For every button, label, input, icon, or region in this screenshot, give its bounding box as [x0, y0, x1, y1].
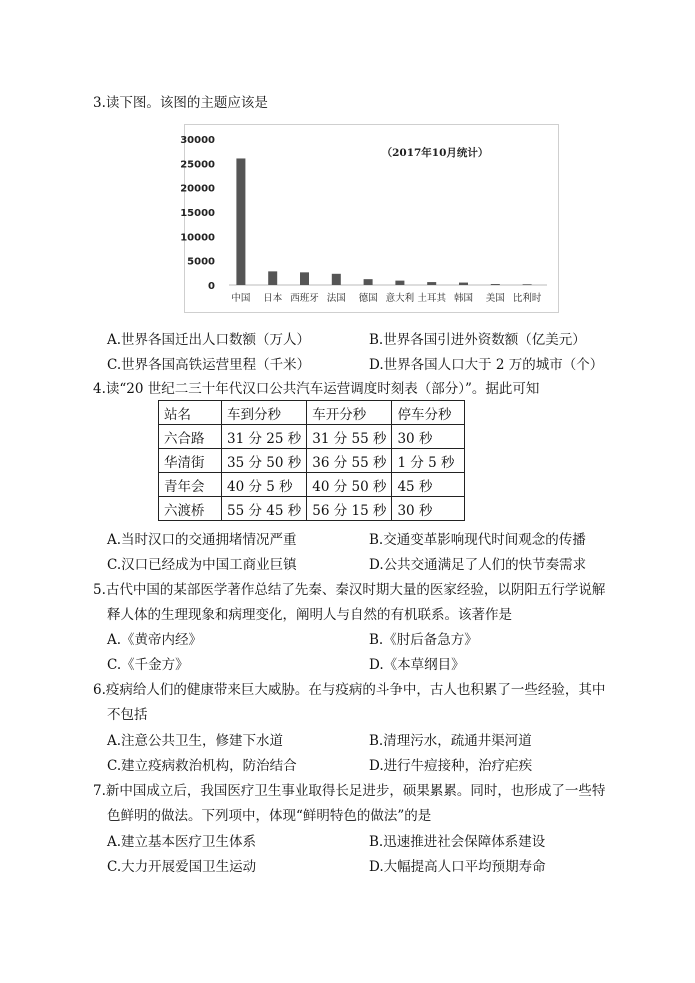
table-cell: 40 分 50 秒 — [307, 473, 392, 497]
q4-option-b[interactable]: B.交通变革影响现代时间观念的传播 — [369, 532, 586, 548]
table-row — [159, 425, 465, 449]
table-cell: 35 分 50 秒 — [222, 449, 307, 473]
q7-option-c[interactable]: C.大力开展爱国卫生运动 — [107, 859, 257, 875]
q3-option-a[interactable]: A.世界各国迁出人口数额（万人） — [107, 332, 311, 348]
table-cell: 六合路 — [159, 425, 222, 449]
y-tick-label: 0 — [208, 281, 215, 292]
table-row — [159, 449, 465, 473]
q5-option-c[interactable]: C.《千金方》 — [107, 657, 189, 673]
bar-6 — [427, 282, 436, 285]
q3-option-b[interactable]: B.世界各国引进外资数额（亿美元） — [369, 332, 586, 348]
table-cell: 36 分 55 秒 — [307, 449, 392, 473]
q7-stem-line1: 7.新中国成立后，我国医疗卫生事业取得长足进步，硕果累累。同时，也形成了一些特 — [93, 783, 606, 799]
table-cell: 1 分 5 秒 — [392, 449, 465, 473]
y-tick-label: 25000 — [180, 159, 215, 171]
y-tick-label: 5000 — [187, 256, 215, 268]
table-cell: 55 分 45 秒 — [222, 497, 307, 521]
q6-option-d[interactable]: D.进行牛痘接种，治疗疟疾 — [369, 758, 533, 774]
x-tick-label: 中国 — [231, 293, 251, 304]
table-header-cell: 站名 — [159, 401, 222, 425]
q3-option-c[interactable]: C.世界各国高铁运营里程（千米） — [107, 357, 311, 373]
q4-option-c[interactable]: C.汉口已经成为中国工商业巨镇 — [107, 557, 297, 573]
bar-8 — [491, 284, 500, 285]
q6-option-b[interactable]: B.清理污水，疏通井渠河道 — [369, 733, 532, 749]
table-cell: 30 秒 — [392, 497, 465, 521]
q6-option-c[interactable]: C.建立疫病救治机构，防治结合 — [107, 758, 297, 774]
table-header-cell: 车到分秒 — [222, 401, 307, 425]
q4-stem: 4.读“20 世纪二三十年代汉口公共汽车运营调度时刻表（部分）”。据此可知 — [93, 381, 540, 397]
bar-3 — [332, 274, 341, 285]
q7-option-d[interactable]: D.大幅提高人口平均预期寿命 — [369, 859, 546, 875]
x-tick-label: 韩国 — [453, 293, 474, 304]
q7-stem-line2: 色鲜明的做法。下列项中，体现“鲜明特色的做法”的是 — [107, 808, 432, 824]
x-tick-label: 西班牙 — [290, 293, 319, 304]
q3-option-d[interactable]: D.世界各国人口大于 2 万的城市（个） — [369, 357, 604, 373]
q5-stem-line2: 释人体的生理现象和病理变化，阐明人与自然的有机联系。该著作是 — [107, 607, 512, 623]
table-cell: 青年会 — [159, 473, 222, 497]
x-tick-label: 比利时 — [512, 293, 542, 304]
bar-9 — [523, 284, 532, 285]
table-cell: 56 分 15 秒 — [307, 497, 392, 521]
table-header-row — [159, 401, 465, 425]
y-tick-label: 20000 — [180, 183, 215, 195]
x-tick-label: 德国 — [358, 293, 378, 304]
table-cell: 31 分 25 秒 — [222, 425, 307, 449]
bar-0 — [236, 158, 245, 285]
q7-option-b[interactable]: B.迅速推进社会保障体系建设 — [369, 834, 546, 850]
chart-annotation: （2017年10月统计） — [381, 147, 489, 159]
q6-stem-line2: 不包括 — [107, 707, 148, 723]
bar-2 — [300, 272, 309, 285]
schedule-table — [158, 400, 465, 521]
x-tick-label: 意大利 — [385, 293, 415, 304]
bar-7 — [459, 283, 468, 285]
table-cell: 45 秒 — [392, 473, 465, 497]
bar-4 — [364, 279, 373, 285]
table-cell: 六渡桥 — [159, 497, 222, 521]
table-cell: 40 分 5 秒 — [222, 473, 307, 497]
y-tick-label: 15000 — [180, 208, 215, 219]
q5-stem-line1: 5.古代中国的某部医学著作总结了先秦、秦汉时期大量的医家经验，以阴阳五行学说解 — [93, 582, 606, 598]
table-cell: 华清街 — [159, 449, 222, 473]
table-cell: 31 分 55 秒 — [307, 425, 392, 449]
q3-stem: 3.读下图。该图的主题应该是 — [93, 95, 268, 111]
q5-option-a[interactable]: A.《黄帝内经》 — [107, 632, 203, 648]
y-tick-label: 30000 — [180, 135, 215, 146]
q6-option-a[interactable]: A.注意公共卫生，修建下水道 — [107, 733, 284, 749]
table-header-cell: 车开分秒 — [307, 401, 392, 425]
bar-chart — [180, 124, 559, 313]
q5-option-b[interactable]: B.《肘后备急方》 — [369, 632, 478, 648]
table-row — [159, 473, 465, 497]
x-tick-label: 法国 — [326, 293, 346, 304]
q5-option-d[interactable]: D.《本草纲目》 — [369, 657, 465, 673]
x-tick-label: 日本 — [263, 293, 283, 304]
table-cell: 30 秒 — [392, 425, 465, 449]
q6-stem-line1: 6.疫病给人们的健康带来巨大威胁。在与疫病的斗争中，古人也积累了一些经验，其中 — [93, 682, 606, 698]
x-tick-label: 美国 — [485, 293, 505, 304]
bar-chart-svg — [180, 125, 558, 312]
table-header-cell: 停车分秒 — [392, 401, 465, 425]
q4-option-a[interactable]: A.当时汉口的交通拥堵情况严重 — [107, 532, 297, 548]
table-row — [159, 497, 465, 521]
bar-5 — [395, 281, 404, 285]
y-tick-label: 10000 — [180, 232, 215, 244]
q4-option-d[interactable]: D.公共交通满足了人们的快节奏需求 — [369, 557, 587, 573]
x-tick-label: 土耳其 — [417, 293, 446, 304]
q7-option-a[interactable]: A.建立基本医疗卫生体系 — [107, 834, 257, 850]
bar-1 — [268, 271, 277, 285]
